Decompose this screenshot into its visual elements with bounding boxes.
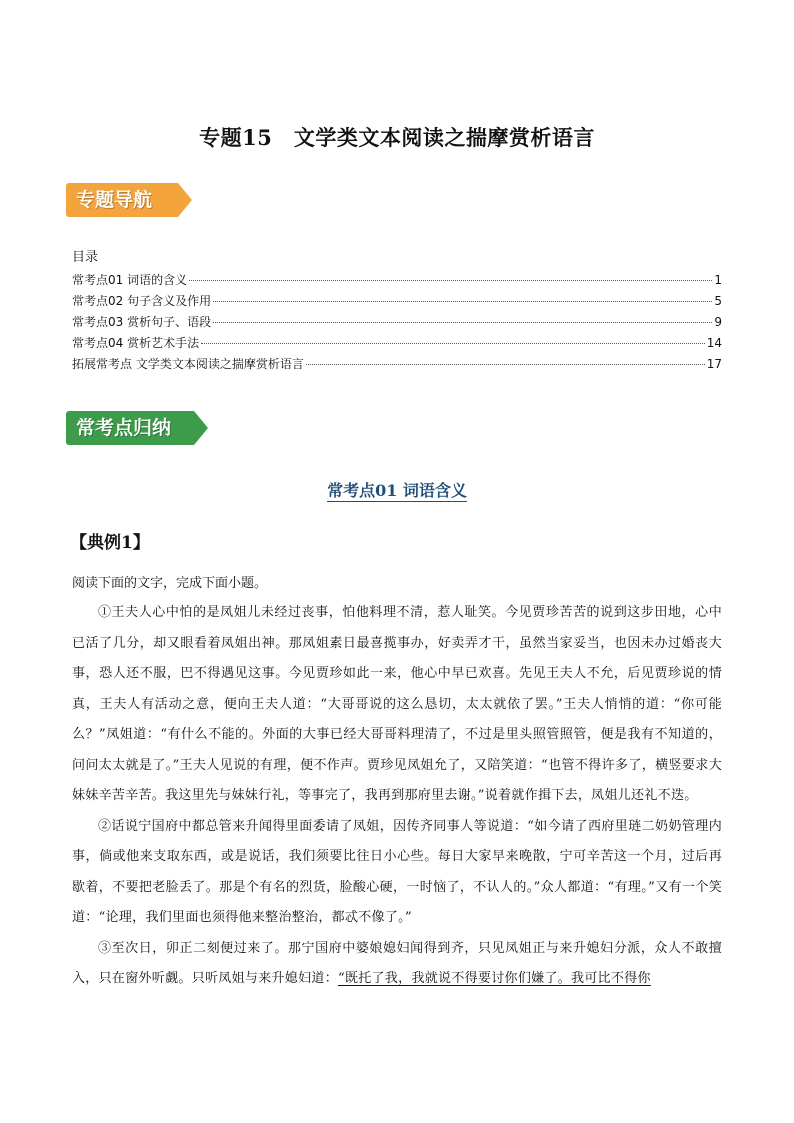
badge-arrow-tip <box>194 411 208 445</box>
section-badge-summary <box>66 411 171 445</box>
table-of-contents <box>72 246 722 376</box>
toc-entry[interactable] <box>72 271 722 292</box>
badge-label: 专题导航 <box>76 189 153 211</box>
toc-leader-dots <box>213 301 712 302</box>
section-heading <box>0 478 794 501</box>
toc-entry[interactable] <box>72 292 722 313</box>
toc-entry[interactable] <box>72 313 722 334</box>
toc-entry-page: 17 <box>706 357 722 371</box>
passage-paragraph-3 <box>72 934 722 995</box>
example-label: 【典例1】 <box>70 533 150 553</box>
section-badge-nav <box>66 183 152 217</box>
toc-entry-page: 14 <box>706 336 722 350</box>
toc-entry-page: 5 <box>714 294 722 308</box>
toc-entry-page: 9 <box>714 315 722 329</box>
section-heading-text: 常考点01 词语含义 <box>327 481 467 500</box>
toc-entry-page: 1 <box>714 273 722 287</box>
toc-leader-dots <box>189 280 712 281</box>
toc-entry-label: 常考点04 赏析艺术手法 <box>72 336 200 350</box>
badge-label: 常考点归纳 <box>76 417 172 439</box>
instruction-text: 阅读下面的文字，完成下面小题。 <box>72 576 268 591</box>
passage-paragraph-2: ②话说宁国府中都总管来升闻得里面委请了凤姐，因传齐同事人等说道：“如今请了西府里琏二奶奶管理内事，倘或他来支取东西，或是说话，我们须要比往日小心些。每日大家早来晚散，宁可辛苦这一个月，过后再歇着，不要把老脸丢了。那是个有名的烈货，脸酸心硬，一时恼了，不认人的。”众人都道：“有理。”又有一个笑道：“论理，我们里面也须得他来整治整治，都忒不像了。” <box>72 818 722 925</box>
underlined-passage-text: “既托了我，我就说不得要讨你们嫌了。我可比不得你 <box>338 971 651 986</box>
passage-text: ③至次日，卯正二刻便过来了。那宁国府中婆娘媳妇闻得到齐，只见凤姐正与来升媳妇分派，众人不敢擅入，只在窗外听觑。只听凤姐与来升媳妇道： <box>72 940 722 986</box>
toc-heading: 目录 <box>72 250 99 265</box>
toc-entry-label: 常考点01 词语的含义 <box>72 273 188 287</box>
toc-leader-dots <box>201 343 705 344</box>
badge-arrow-tip <box>178 183 192 217</box>
toc-entry-label: 常考点03 赏析句子、语段 <box>72 315 212 329</box>
passage-paragraph-1: ①王夫人心中怕的是凤姐儿未经过丧事，怕他料理不清，惹人耻笑。今见贾珍苦苦的说到这步田地，心中已活了几分，却又眼看着凤姐出神。那凤姐素日最喜揽事办，好卖弄才干，虽然当家妥当，也因未办过婚丧大事，恐人还不服，巴不得遇见这事。今见贾珍如此一来，他心中早已欢喜。先见王夫人不允，后见贾珍说的情真，王夫人有活动之意，便向王夫人道：“大哥哥说的这么恳切，太太就依了罢。”王夫人悄悄的道：“你可能么？”凤姐道：“有什么不能的。外面的大事已经大哥哥料理清了，不过是里头照管照管，便是我有不知道的，问问太太就是了。”王夫人见说的有理，便不作声。贾珍见凤姐允了，又陪笑道：“也管不得许多了，横竖要求大妹妹辛苦辛苦。我这里先与妹妹行礼，等事完了，我再到那府里去谢。”说着就作揖下去，凤姐儿还礼不迭。 <box>72 605 722 803</box>
toc-entry[interactable] <box>72 355 722 376</box>
toc-leader-dots <box>213 322 712 323</box>
page-title: 专题15 文学类文本阅读之揣摩赏析语言 <box>199 125 595 150</box>
toc-entry[interactable] <box>72 334 722 355</box>
toc-entry-label: 拓展常考点 文学类文本阅读之揣摩赏析语言 <box>72 357 304 371</box>
toc-entry-label: 常考点02 句子含义及作用 <box>72 294 212 308</box>
toc-leader-dots <box>306 364 705 365</box>
reading-passage <box>72 598 722 995</box>
